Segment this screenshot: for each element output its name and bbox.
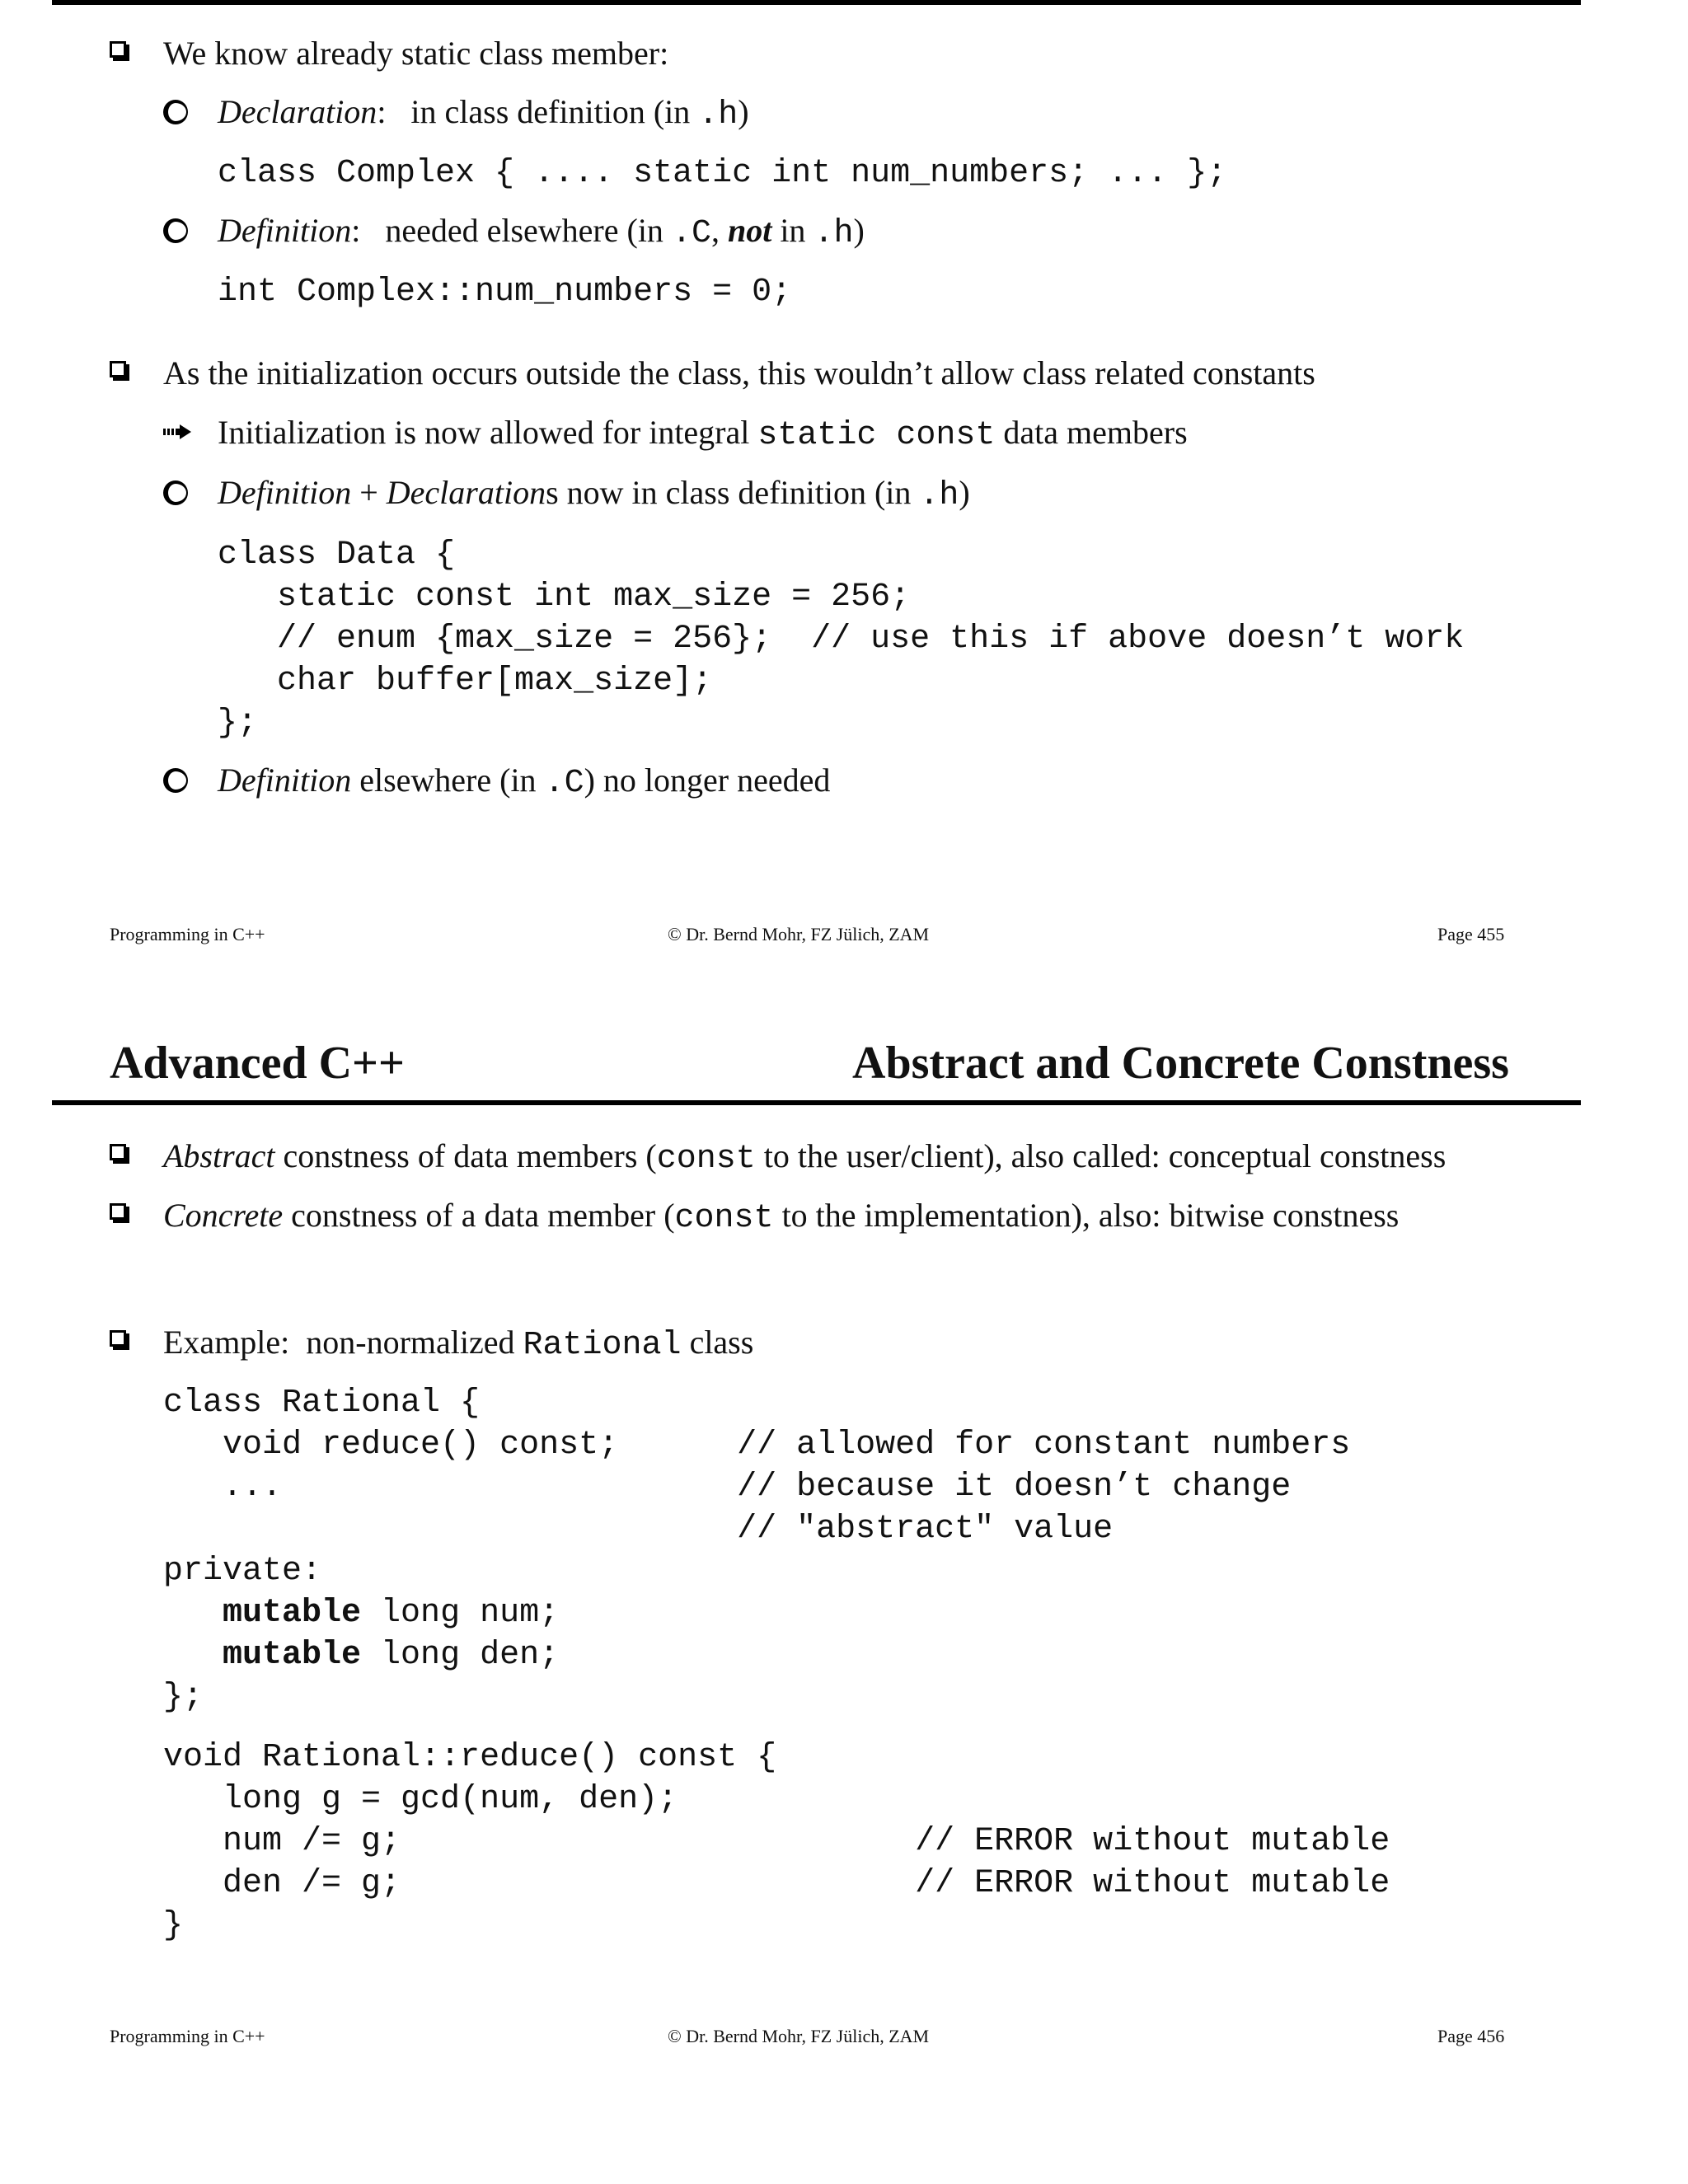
circle-bullet-icon — [163, 100, 188, 124]
circle-bullet-icon — [163, 768, 188, 793]
code-rational-class: class Rational { void reduce() const; // allowed for constant numbers ... // because it doesn’t change // "abstract" value private: mutable long num; mutable long den; }; — [163, 1385, 1351, 1716]
code-complex-declaration: class Complex { .... static int num_numbers; ... }; — [218, 155, 1227, 192]
code-complex-definition: int Complex::num_numbers = 0; — [218, 274, 792, 311]
checkbox-bullet-icon — [110, 1330, 126, 1347]
definition-declaration-line: Definition + Declarations now in class definition (in .h) — [218, 474, 970, 514]
bullet-static-member: We know already static class member: — [163, 35, 669, 72]
code-data-class: class Data { static const int max_size = 256; // enum {max_size = 256}; // use this if above doesn’t work char buffer[max_size]; }; — [218, 537, 1465, 742]
slide-title-left: Advanced C++ — [110, 1038, 405, 1089]
definition-not-needed-line: Definition elsewhere (in .C) no longer needed — [218, 762, 831, 802]
checkbox-bullet-icon — [110, 1144, 126, 1160]
checkbox-bullet-icon — [110, 361, 126, 377]
title-rule — [52, 1100, 1581, 1105]
slide-title-right: Abstract and Concrete Constness — [852, 1038, 1509, 1089]
circle-bullet-icon — [163, 218, 188, 243]
top-rule — [52, 0, 1581, 5]
footer-copyright: © Dr. Bernd Mohr, FZ Jülich, ZAM — [668, 924, 930, 944]
footer-course: Programming in C++ — [110, 924, 265, 944]
bullet-initialization: As the initialization occurs outside the class, this wouldn’t allow class related constants — [163, 354, 1315, 391]
arrow-bullet-icon — [163, 424, 193, 439]
checkbox-bullet-icon — [110, 1203, 126, 1220]
code-reduce-function: void Rational::reduce() const { long g = gcd(num, den); num /= g; // ERROR without mutable den /= g; // ERROR without mutable } — [163, 1739, 1390, 1944]
definition-line: Definition: needed elsewhere (in .C, not in .h) — [218, 212, 865, 252]
footer-course: Programming in C++ — [110, 2026, 265, 2046]
bullet-abstract-constness: Abstract constness of data members (const to the user/client), also called: conceptual constness — [163, 1137, 1447, 1178]
footer-page-number: Page 455 — [1437, 924, 1505, 944]
bullet-concrete-constness: Concrete constness of a data member (const to the implementation), also: bitwise constness — [163, 1197, 1400, 1237]
declaration-line: Declaration: in class definition (in .h) — [218, 93, 749, 134]
initialization-allowed-line: Initialization is now allowed for integral static const data members — [218, 414, 1188, 454]
circle-bullet-icon — [163, 480, 188, 505]
bullet-example: Example: non-normalized Rational class — [163, 1324, 754, 1364]
footer-copyright: © Dr. Bernd Mohr, FZ Jülich, ZAM — [668, 2026, 930, 2046]
checkbox-bullet-icon — [110, 41, 126, 58]
footer-page-number: Page 456 — [1437, 2026, 1505, 2046]
